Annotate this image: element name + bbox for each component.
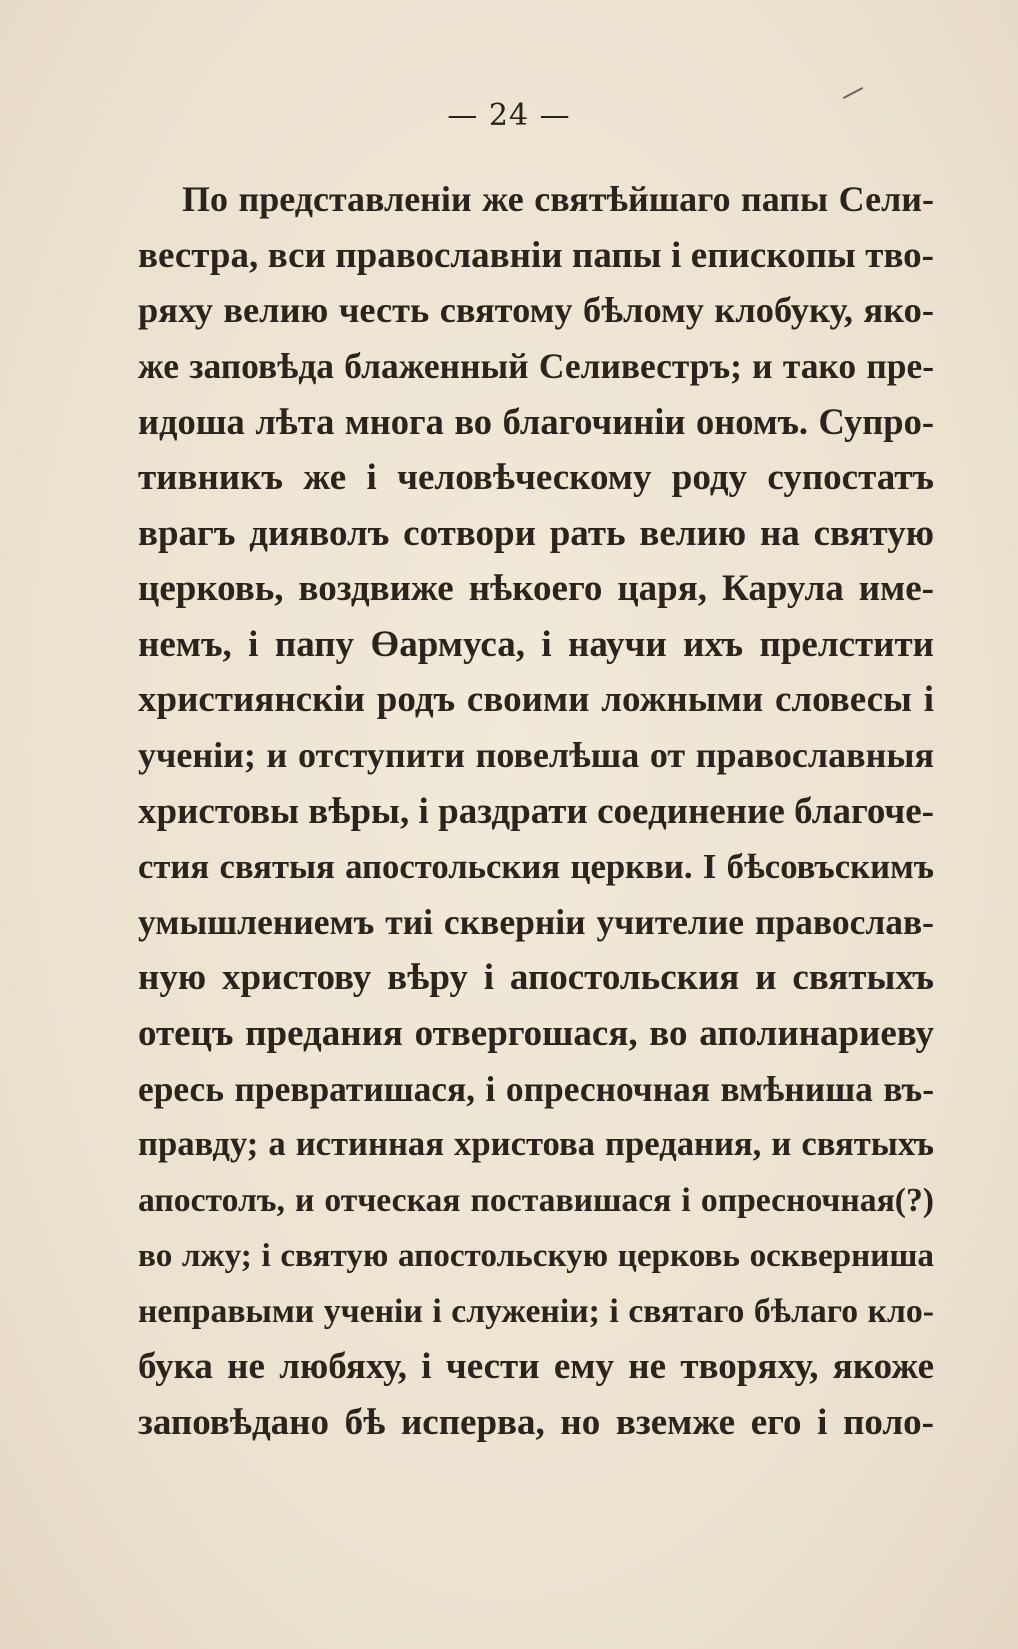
text-line-13: стия святыя апостольския церкви. І бѣсовъскимъ — [138, 847, 934, 887]
text-line-2: вестра, вси православнiи папы і епископы тво- — [138, 234, 934, 276]
text-line-18: правду; а истинная христова предания, и святыхъ — [138, 1125, 934, 1164]
text-line-5: идоша лѣта многа во благочинiи ономъ. Супро- — [138, 401, 934, 443]
text-line-17: ересь превратишася, і опресночная вмѣниша въ- — [138, 1068, 934, 1109]
text-line-1: По представленiи же святѣйшаго папы Сели- — [182, 179, 934, 219]
text-line-20: во лжу; і святую апостольскую церковь оскверниша — [138, 1237, 934, 1275]
page-number: — 24 — — [447, 98, 571, 133]
text-line-15: ную христову вѣру і апостольския и святыхъ — [138, 957, 934, 999]
text-line-11: ученiи; и отступити повелѣша от православныя — [138, 734, 934, 775]
text-line-19: апостолъ, и отческая поставишася і опресночная(?) — [138, 1181, 934, 1219]
text-line-21: неправыми ученiи і служенiи; і святаго бѣлаго кло- — [138, 1292, 934, 1330]
text-line-8: церковь, воздвиже нѣкоего царя, Карула име- — [138, 568, 934, 610]
text-line-3: ряху велию честь святому бѣлому клобуку, яко- — [138, 290, 934, 331]
text-line-9: немъ, і папу Өармуса, і научи ихъ прелстити — [138, 623, 934, 665]
text-line-6: тивникъ же і человѣческому роду супостатъ — [138, 456, 934, 498]
text-line-7: врагъ дияволъ сотвори рать велию на святую — [138, 512, 934, 554]
text-line-4: же заповѣда блаженный Селивестръ; и тако пре- — [138, 345, 934, 386]
text-line-23: заповѣдано бѣ исперва, но вземже его і поло- — [138, 1402, 934, 1444]
text-line-10: християнскiи родъ своими ложными словесы і — [138, 679, 934, 721]
text-line-12: христовы вѣры, і раздрати соединение благоче- — [138, 790, 934, 832]
body-text — [138, 172, 934, 1451]
text-line-22: бука не любяху, і чести ему не творяху, якоже — [138, 1346, 934, 1388]
text-line-16: отецъ предания отвергошася, во аполинариеву — [138, 1012, 934, 1054]
text-line-14: умышлениемъ тиі сквернiи учителие православ- — [138, 901, 934, 942]
